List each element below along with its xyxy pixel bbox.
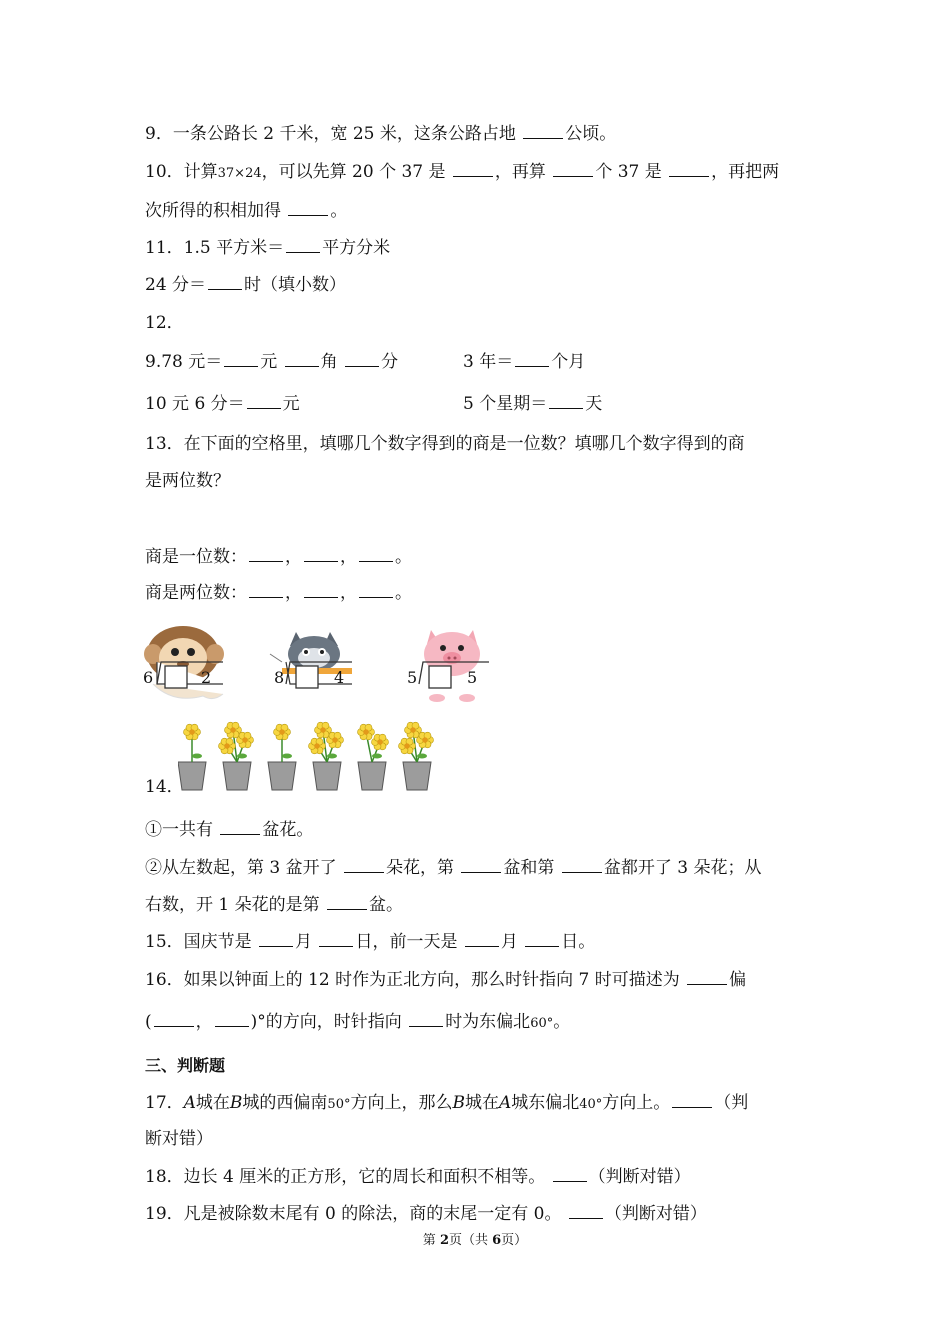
q17-text: 城东偏北 xyxy=(511,1093,580,1113)
q17-text: 方向上，那么 xyxy=(350,1093,453,1113)
q11-text: 24 分＝ xyxy=(145,275,207,295)
page-number: 2 xyxy=(439,1233,449,1248)
footer-text: 页） xyxy=(501,1233,528,1248)
q14-text: 朵花，第 xyxy=(386,858,460,878)
digit-box[interactable] xyxy=(165,666,187,688)
q10-text: ，再算 xyxy=(494,162,552,182)
answer-blank[interactable] xyxy=(304,545,338,562)
question-14-part2-line2 xyxy=(145,893,403,917)
q12-text: 元 xyxy=(260,352,283,372)
q9-text: 9．一条公路长 2 千米，宽 25 米，这条公路占地 xyxy=(145,124,522,144)
division-pig xyxy=(405,624,515,704)
city-a: A xyxy=(498,1093,512,1113)
q10-text: 次所得的积相加得 xyxy=(145,201,287,221)
q14-text: 盆。 xyxy=(369,895,404,915)
q12-text: 角 xyxy=(320,352,344,372)
q10-expression: 37×24 xyxy=(217,166,262,181)
answer-blank[interactable] xyxy=(465,930,499,947)
dividend-digit: 2 xyxy=(201,668,212,687)
flower-pots xyxy=(178,718,438,798)
q17-text: 城在 xyxy=(464,1093,499,1113)
question-12-row1 xyxy=(145,350,398,374)
quotient-one-digit-row xyxy=(145,545,412,569)
q19-text: （判断对错） xyxy=(604,1204,707,1224)
city-a: A xyxy=(183,1093,196,1113)
answer-blank[interactable] xyxy=(286,236,320,253)
answer-blank[interactable] xyxy=(285,350,319,367)
section-heading: 三、判断题 xyxy=(145,1056,226,1075)
answer-blank[interactable] xyxy=(549,392,583,409)
q12-text: 元 xyxy=(282,394,300,414)
q13-sep: ， xyxy=(285,583,302,603)
q18-text: （判断对错） xyxy=(588,1167,691,1187)
q12-text: 3 年＝ xyxy=(463,352,514,372)
q15-text: 日。 xyxy=(561,932,596,952)
monkey-icon xyxy=(143,624,253,704)
cat-icon xyxy=(268,624,378,704)
q14-text: 盆花。 xyxy=(262,820,314,840)
q14-text: ①一共有 xyxy=(145,820,219,840)
question-18 xyxy=(145,1165,691,1189)
q17-text: 方向上。 xyxy=(602,1093,671,1113)
division-cat xyxy=(268,624,378,704)
answer-blank[interactable] xyxy=(669,160,709,177)
angle: 50° xyxy=(327,1097,351,1112)
q16-text: ( xyxy=(145,1012,152,1032)
flower-pots-illustration xyxy=(178,718,438,794)
flower-pot xyxy=(268,724,296,790)
question-14-part2 xyxy=(145,856,761,880)
question-13-line2: 是两位数？ xyxy=(145,471,230,491)
question-11-line2 xyxy=(145,273,346,297)
answer-blank[interactable] xyxy=(319,930,353,947)
angle: 40° xyxy=(579,1097,603,1112)
answer-blank[interactable] xyxy=(249,545,283,562)
page-total: 6 xyxy=(492,1233,502,1248)
q13-label: 商是两位数： xyxy=(145,583,247,603)
dividend-digit: 4 xyxy=(334,668,345,687)
q15-text: 15．国庆节是 xyxy=(145,932,258,952)
question-12-number: 12． xyxy=(145,313,184,333)
q12-text: 9.78 元＝ xyxy=(145,352,223,372)
divisor: 8 xyxy=(274,668,285,687)
answer-blank[interactable] xyxy=(569,1202,603,1219)
answer-blank[interactable] xyxy=(288,199,328,216)
answer-blank[interactable] xyxy=(259,930,293,947)
question-16 xyxy=(145,968,746,992)
digit-box[interactable] xyxy=(429,666,451,688)
q13-sep: ， xyxy=(340,583,357,603)
q16-text: 时为东偏北 xyxy=(445,1012,531,1032)
q16-angle: 60° xyxy=(530,1016,554,1031)
division-monkey xyxy=(143,624,253,704)
q17-text: 城的西偏南 xyxy=(242,1093,328,1113)
q10-text: ，再把两 xyxy=(711,162,780,182)
q18-text: 18．边长 4 厘米的正方形，它的周长和面积不相等。 xyxy=(145,1167,551,1187)
answer-blank[interactable] xyxy=(515,350,549,367)
answer-blank[interactable] xyxy=(359,545,393,562)
answer-blank[interactable] xyxy=(562,856,602,873)
answer-blank[interactable] xyxy=(224,350,258,367)
answer-blank[interactable] xyxy=(453,160,493,177)
q11-text: 11．1.5 平方米＝ xyxy=(145,238,285,258)
city-b: B xyxy=(229,1093,243,1113)
q12-text: 个月 xyxy=(551,352,586,372)
answer-blank[interactable] xyxy=(154,1010,194,1027)
question-19 xyxy=(145,1202,707,1226)
answer-blank[interactable] xyxy=(327,893,367,910)
question-12-row1-right xyxy=(463,350,585,374)
flower-pot xyxy=(219,722,254,790)
q14-text: 右数，开 1 朵花的是第 xyxy=(145,895,326,915)
q17-text: 城在 xyxy=(195,1093,230,1113)
q16-text: 16．如果以钟面上的 12 时作为正北方向，那么时针指向 7 时可描述为 xyxy=(145,970,686,990)
question-13: 13．在下面的空格里，填哪几个数字得到的商是一位数？填哪几个数字得到的商 xyxy=(145,434,745,454)
question-12-row2-right xyxy=(463,392,602,416)
q11-text: 时（填小数） xyxy=(244,275,347,295)
q12-text: 分 xyxy=(381,352,399,372)
question-15 xyxy=(145,930,595,954)
answer-blank[interactable] xyxy=(409,1010,443,1027)
answer-blank[interactable] xyxy=(525,930,559,947)
q10-text: 10．计算 xyxy=(145,162,218,182)
q16-text: 。 xyxy=(553,1012,571,1032)
footer-text: 页（共 xyxy=(448,1233,493,1248)
divisor: 5 xyxy=(407,668,418,687)
page-footer xyxy=(0,1229,950,1248)
answer-blank[interactable] xyxy=(345,350,379,367)
q10-text: 。 xyxy=(330,201,348,221)
answer-blank[interactable] xyxy=(672,1091,712,1108)
q12-text: 10 元 6 分＝ xyxy=(145,394,245,414)
q13-end: 。 xyxy=(395,583,412,603)
q12-text: 天 xyxy=(585,394,603,414)
q16-text: )°的方向，时针指向 xyxy=(250,1012,408,1032)
q13-sep: ， xyxy=(340,547,357,567)
q11-text: 平方分米 xyxy=(322,238,391,258)
digit-box[interactable] xyxy=(296,666,318,688)
q17-text: （判 xyxy=(714,1093,749,1113)
flower-pot xyxy=(399,722,434,790)
q15-text: 日，前一天是 xyxy=(355,932,463,952)
question-10 xyxy=(145,160,779,186)
q13-label: 商是一位数： xyxy=(145,547,247,567)
q15-text: 月 xyxy=(500,932,524,952)
question-11 xyxy=(145,236,390,260)
city-b: B xyxy=(452,1093,465,1113)
question-12-row2 xyxy=(145,392,300,416)
q16-text: 偏 xyxy=(729,970,747,990)
answer-blank[interactable] xyxy=(553,160,593,177)
answer-blank[interactable] xyxy=(553,1165,587,1182)
dividend-digit: 5 xyxy=(467,668,478,687)
q10-text: 个 37 是 xyxy=(595,162,668,182)
q12-text: 5 个星期＝ xyxy=(463,394,548,414)
pig-icon xyxy=(405,624,515,704)
q10-text: ，可以先算 20 个 37 是 xyxy=(261,162,451,182)
answer-blank[interactable] xyxy=(249,581,283,598)
q17-text: 17． xyxy=(145,1093,184,1113)
footer-text: 第 xyxy=(422,1233,440,1248)
question-9 xyxy=(145,122,616,146)
answer-blank[interactable] xyxy=(247,392,281,409)
q13-end: 。 xyxy=(395,547,412,567)
answer-blank[interactable] xyxy=(208,273,242,290)
answer-blank[interactable] xyxy=(359,581,393,598)
quotient-two-digit-row xyxy=(145,581,412,605)
question-14-number: 14． xyxy=(145,777,184,797)
question-17-line2: 断对错） xyxy=(145,1129,213,1149)
divisor: 6 xyxy=(143,668,154,687)
answer-blank[interactable] xyxy=(523,122,563,139)
answer-blank[interactable] xyxy=(461,856,501,873)
question-10-line2 xyxy=(145,199,347,223)
answer-blank[interactable] xyxy=(215,1010,249,1027)
question-14-part1 xyxy=(145,818,313,842)
answer-blank[interactable] xyxy=(687,968,727,985)
q16-text: ， xyxy=(195,1012,213,1032)
answer-blank[interactable] xyxy=(304,581,338,598)
flower-pot xyxy=(309,722,344,790)
q19-text: 19．凡是被除数末尾有 0 的除法，商的末尾一定有 0。 xyxy=(145,1204,567,1224)
q9-unit: 公顷。 xyxy=(565,124,617,144)
q15-text: 月 xyxy=(295,932,318,952)
q14-text: ②从左数起，第 3 盆开了 xyxy=(145,858,343,878)
answer-blank[interactable] xyxy=(344,856,384,873)
q14-text: 盆和第 xyxy=(503,858,560,878)
answer-blank[interactable] xyxy=(220,818,260,835)
question-16-line2 xyxy=(145,1010,570,1036)
q14-text: 盆都开了 3 朵花；从 xyxy=(603,858,762,878)
flower-pot xyxy=(358,724,389,790)
question-17 xyxy=(145,1091,748,1117)
q13-sep: ， xyxy=(285,547,302,567)
